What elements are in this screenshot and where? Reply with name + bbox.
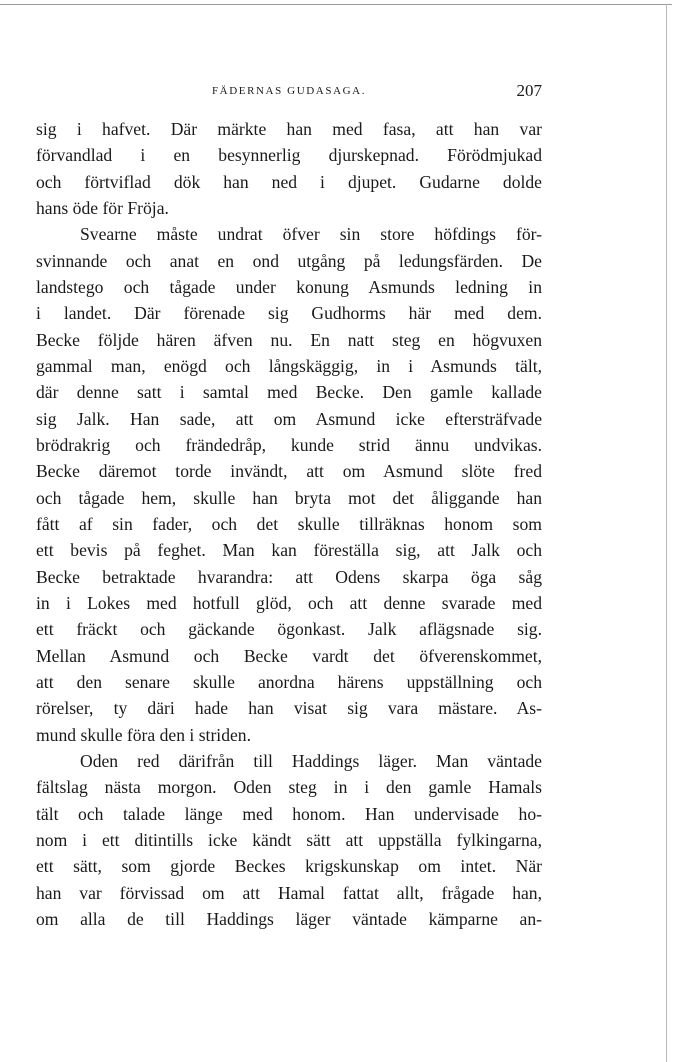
text-line-29: ett sätt, som gjorde Beckes krigskunskap om intet. När bbox=[36, 856, 542, 877]
text-line-21: Mellan Asmund och Becke vardt det öfverenskommet, bbox=[36, 645, 542, 666]
text-line-14: Becke däremot torde invändt, att om Asmund slöte fred bbox=[36, 461, 542, 482]
text-line-6: svinnande och anat en ond utgång på ledungsfärden. De bbox=[36, 250, 542, 271]
text-line-12: sig Jalk. Han sade, att om Asmund icke eftersträfvade bbox=[36, 408, 542, 429]
text-line-3: och förtviflad dök han ned i djupet. Gudarne dolde bbox=[36, 171, 542, 192]
text-line-26: fältslag nästa morgon. Oden steg in i den gamle Hamals bbox=[36, 777, 542, 798]
text-line-10: gammal man, enögd och långskäggig, in i Asmunds tält, bbox=[36, 355, 542, 376]
text-line-30: han var förvissad om att Hamal fattat allt, frågade han, bbox=[36, 882, 542, 903]
body-text bbox=[36, 116, 542, 932]
text-line-25: Oden red därifrån till Haddings läger. Man väntade bbox=[80, 750, 542, 771]
text-line-24: mund skulle föra den i striden. bbox=[36, 724, 251, 745]
text-line-9: Becke följde hären äfven nu. En natt steg en högvuxen bbox=[36, 329, 542, 350]
page-number: 207 bbox=[516, 81, 542, 100]
text-line-28: nom i ett ditintills icke kändt sätt att uppställa fylkingarna, bbox=[36, 829, 542, 850]
text-line-19: in i Lokes med hotfull glöd, och att denne svarade med bbox=[36, 592, 542, 613]
book-page bbox=[36, 82, 542, 932]
text-line-27: tält och talade länge med honom. Han undervisade ho- bbox=[36, 803, 542, 824]
text-line-13: brödrakrig och frändedråp, kunde strid ännu undvikas. bbox=[36, 434, 542, 455]
text-line-31: om alla de till Haddings läger väntade kämparne an- bbox=[36, 908, 542, 929]
top-scan-edge bbox=[0, 4, 672, 5]
text-line-2: förvandlad i en besynnerlig djurskepnad. Förödmjukad bbox=[36, 145, 542, 166]
text-line-23: rörelser, ty däri hade han visat sig vara mästare. As- bbox=[36, 698, 542, 719]
right-scan-edge bbox=[666, 4, 667, 1062]
text-line-5: Svearne måste undrat öfver sin store höfdings för- bbox=[80, 224, 542, 245]
page-header bbox=[36, 82, 542, 106]
text-line-4: hans öde för Fröja. bbox=[36, 197, 169, 218]
text-line-20: ett fräckt och gäckande ögonkast. Jalk aflägsnade sig. bbox=[36, 619, 542, 640]
text-line-16: fått af sin fader, och det skulle tillräknas honom som bbox=[36, 513, 542, 534]
text-line-15: och tågade hem, skulle han bryta mot det åliggande han bbox=[36, 487, 542, 508]
running-head: FÄDERNAS GUDASAGA. bbox=[211, 85, 367, 97]
text-line-22: att den senare skulle anordna härens uppställning och bbox=[36, 671, 542, 692]
text-line-18: Becke betraktade hvarandra: att Odens skarpa öga såg bbox=[36, 566, 542, 587]
text-line-11: där denne satt i samtal med Becke. Den gamle kallade bbox=[36, 382, 542, 403]
text-line-1: sig i hafvet. Där märkte han med fasa, att han var bbox=[36, 119, 542, 139]
text-line-7: landstego och tågade under konung Asmunds ledning in bbox=[36, 276, 542, 297]
text-line-8: i landet. Där förenade sig Gudhorms här med dem. bbox=[36, 303, 542, 324]
text-line-17: ett bevis på feghet. Man kan föreställa sig, att Jalk och bbox=[36, 540, 542, 561]
